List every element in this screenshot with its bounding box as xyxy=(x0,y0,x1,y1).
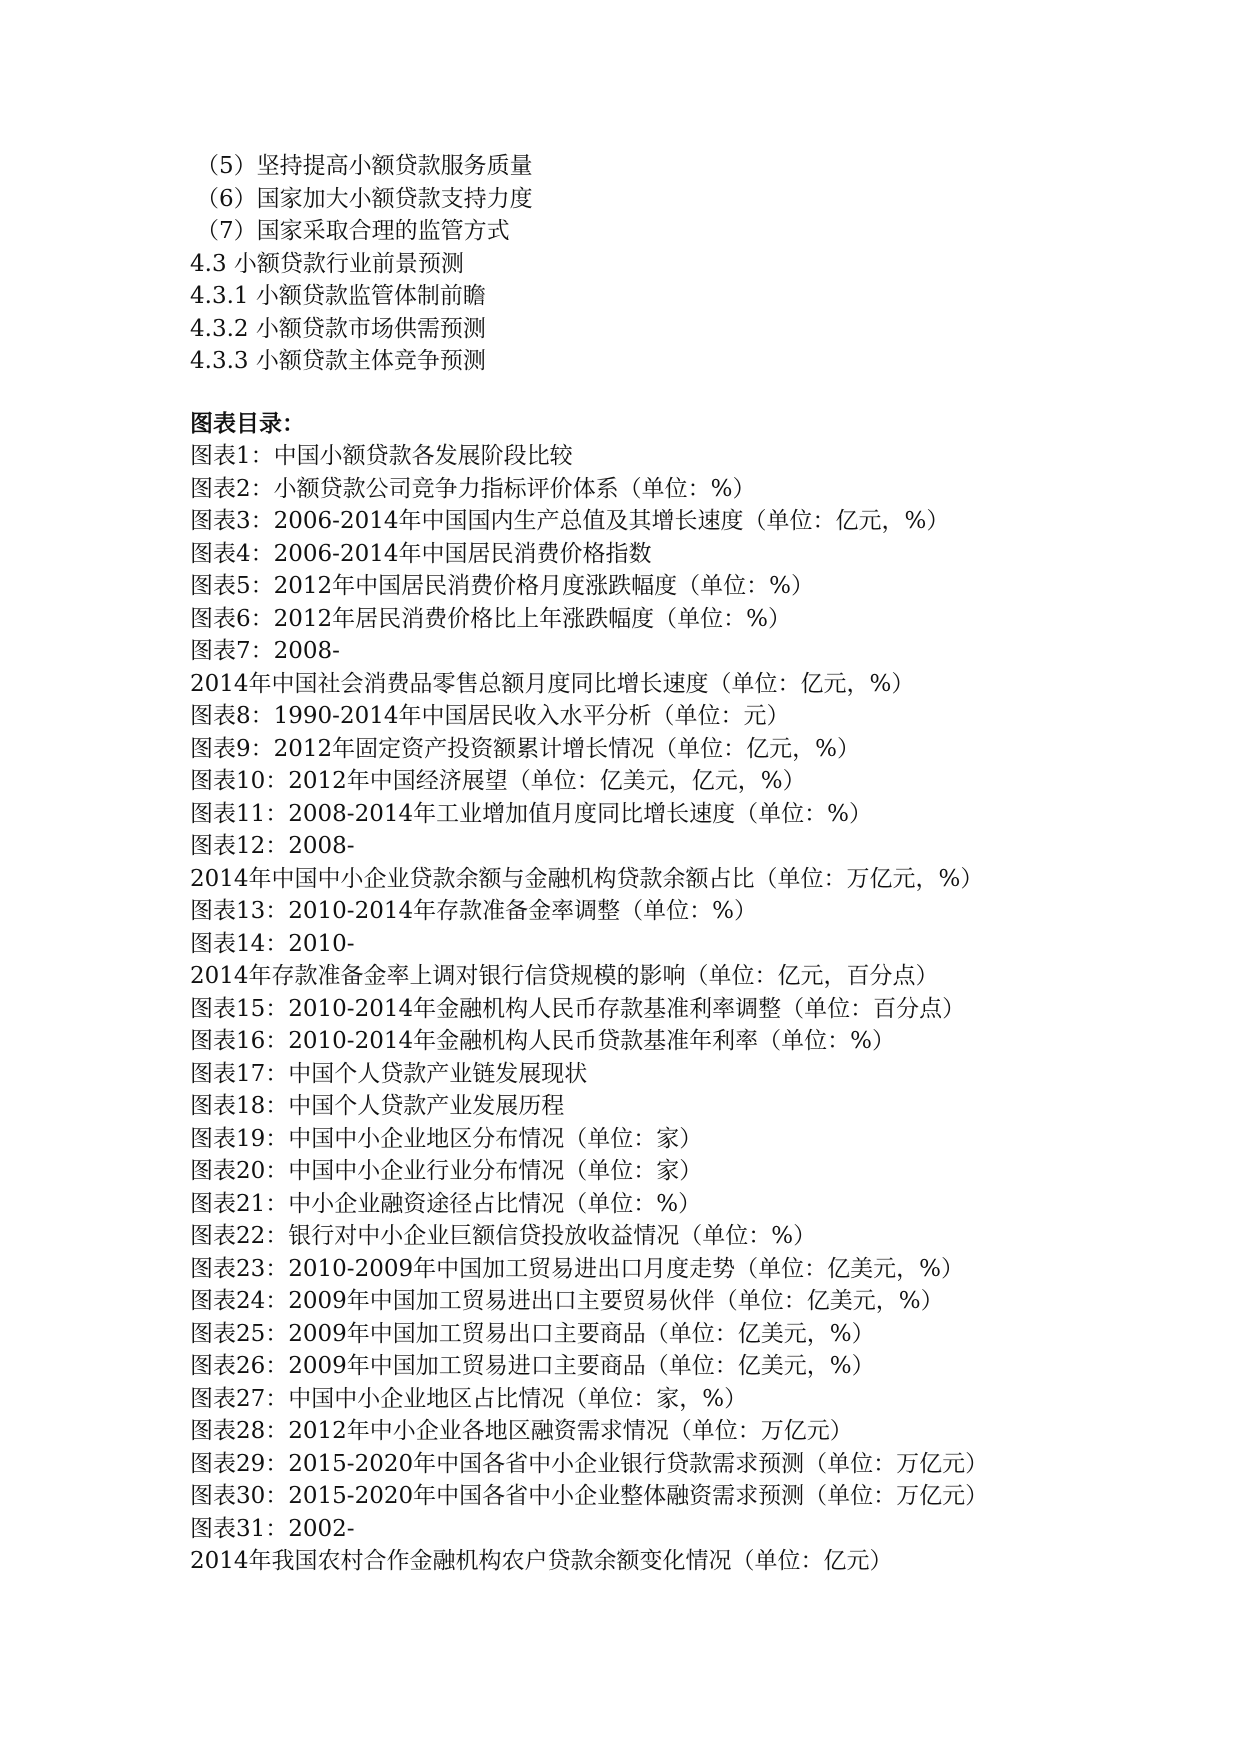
outline-line: 4.3 小额贷款行业前景预测 xyxy=(190,250,464,277)
figure-entry: 图表3：2006-2014年中国国内生产总值及其增长速度（单位：亿元，%） xyxy=(190,508,950,534)
figure-entry: 图表26：2009年中国加工贸易进口主要商品（单位：亿美元，%） xyxy=(190,1353,875,1379)
figure-entry: 图表15：2010-2014年金融机构人民币存款基准利率调整（单位：百分点） xyxy=(190,995,966,1022)
outline-line: 4.3.3 小额贷款主体竞争预测 xyxy=(190,348,486,374)
figure-entry: 图表8：1990-2014年中国居民收入水平分析（单位：元） xyxy=(190,703,790,729)
figure-entry: 图表13：2010-2014年存款准备金率调整（单位：%） xyxy=(190,898,757,924)
figure-entry: 图表4：2006-2014年中国居民消费价格指数 xyxy=(190,540,652,567)
figure-entry: 2014年存款准备金率上调对银行信贷规模的影响（单位：亿元，百分点） xyxy=(190,963,939,989)
figure-entry: 图表22：银行对中小企业巨额信贷投放收益情况（单位：%） xyxy=(190,1223,817,1249)
outline-line: （6）国家加大小额贷款支持力度 xyxy=(196,185,533,212)
figure-entry: 图表19：中国中小企业地区分布情况（单位：家） xyxy=(190,1125,703,1152)
outline-section xyxy=(190,150,1090,378)
figure-entry: 2014年中国社会消费品零售总额月度同比增长速度（单位：亿元，%） xyxy=(190,670,915,697)
figure-entry: 图表28：2012年中小企业各地区融资需求情况（单位：万亿元） xyxy=(190,1418,853,1444)
figure-entry: 图表29：2015-2020年中国各省中小企业银行贷款需求预测（单位：万亿元） xyxy=(190,1450,989,1477)
figure-entry: 图表5：2012年中国居民消费价格月度涨跌幅度（单位：%） xyxy=(190,573,815,599)
section-spacer xyxy=(190,378,1090,408)
outline-line: 4.3.2 小额贷款市场供需预测 xyxy=(190,315,486,342)
figure-entry: 图表6：2012年居民消费价格比上年涨跌幅度（单位：%） xyxy=(190,605,792,632)
figure-entry: 图表18：中国个人贷款产业发展历程 xyxy=(190,1093,565,1119)
outline-line: （5）坚持提高小额贷款服务质量 xyxy=(196,153,533,179)
figure-entry: 图表12：2008- xyxy=(190,833,355,859)
figure-entry: 图表17：中国个人贷款产业链发展现状 xyxy=(190,1060,588,1087)
figure-entry: 图表1：中国小额贷款各发展阶段比较 xyxy=(190,443,573,469)
figure-entry: 图表9：2012年固定资产投资额累计增长情况（单位：亿元，%） xyxy=(190,735,861,762)
figure-entry: 图表27：中国中小企业地区占比情况（单位：家，%） xyxy=(190,1385,748,1412)
figure-entry: 图表30：2015-2020年中国各省中小企业整体融资需求预测（单位：万亿元） xyxy=(190,1483,989,1509)
figure-entry: 2014年我国农村合作金融机构农户贷款余额变化情况（单位：亿元） xyxy=(190,1548,893,1574)
figures-heading: 图表目录： xyxy=(190,409,305,437)
figure-entry: 图表23：2010-2009年中国加工贸易进出口月度走势（单位：亿美元，%） xyxy=(190,1255,964,1282)
figure-entry: 图表16：2010-2014年金融机构人民币贷款基准年利率（单位：%） xyxy=(190,1028,895,1054)
figure-entry: 图表7：2008- xyxy=(190,638,340,664)
figure-entry: 图表20：中国中小企业行业分布情况（单位：家） xyxy=(190,1158,703,1184)
figure-entry: 图表31：2002- xyxy=(190,1515,355,1542)
outline-line: （7）国家采取合理的监管方式 xyxy=(196,218,510,244)
figure-entry: 图表10：2012年中国经济展望（单位：亿美元，亿元，%） xyxy=(190,768,806,794)
figure-entry: 图表14：2010- xyxy=(190,930,355,957)
figure-entry: 图表25：2009年中国加工贸易出口主要商品（单位：亿美元，%） xyxy=(190,1320,875,1347)
figure-entry: 图表21：中小企业融资途径占比情况（单位：%） xyxy=(190,1190,702,1217)
figures-list xyxy=(190,440,1090,1578)
figure-entry: 2014年中国中小企业贷款余额与金融机构贷款余额占比（单位：万亿元，%） xyxy=(190,865,984,892)
document-page xyxy=(190,150,1090,1578)
figure-entry: 图表2：小额贷款公司竞争力指标评价体系（单位：%） xyxy=(190,475,756,502)
figure-entry: 图表11：2008-2014年工业增加值月度同比增长速度（单位：%） xyxy=(190,800,872,827)
figure-entry: 图表24：2009年中国加工贸易进出口主要贸易伙伴（单位：亿美元，%） xyxy=(190,1288,944,1314)
outline-line: 4.3.1 小额贷款监管体制前瞻 xyxy=(190,283,486,309)
